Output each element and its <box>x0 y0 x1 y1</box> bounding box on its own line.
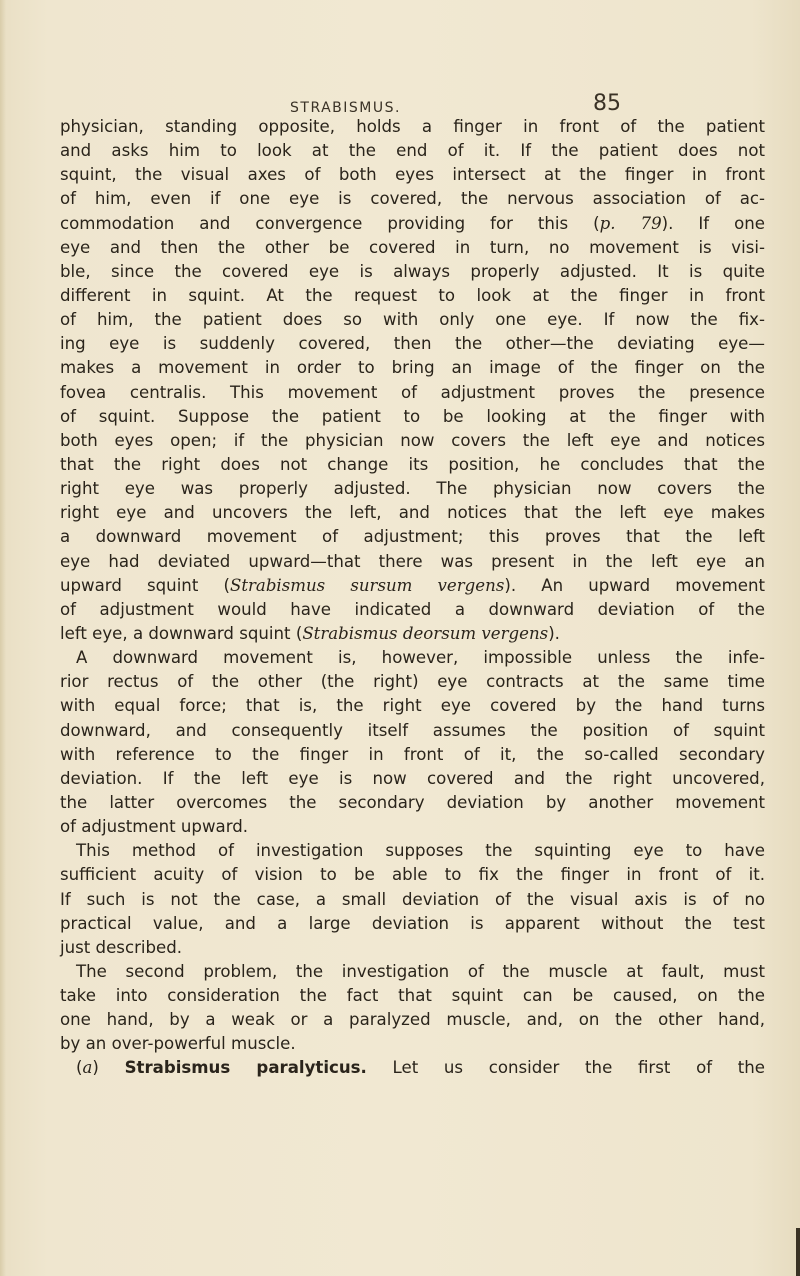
text-line: that the right does not change its position, he concludes that the <box>60 454 765 474</box>
text-run: ). An upward movement <box>504 575 765 595</box>
text-line: a downward movement of adjustment; this proves that the left <box>60 527 765 547</box>
text-line: of adjustment upward. <box>60 817 249 837</box>
text-line: deviation. If the left eye is now covered and the right uncovered, <box>60 768 765 788</box>
text-run: Let us consider the first of the <box>366 1058 765 1078</box>
text-run: ( <box>76 1058 83 1078</box>
page-edge-mark <box>796 1228 800 1276</box>
text-line: take into consideration the fact that squint can be caused, on the <box>60 986 765 1006</box>
text-line: squint, the visual axes of both eyes intersect at the finger in front <box>60 165 765 185</box>
text-line <box>60 212 765 236</box>
text-line: with reference to the finger in front of it, the so-called secondary <box>60 744 765 764</box>
text-line: of him, even if one eye is covered, the nervous association of ac- <box>60 189 765 209</box>
text-run: ). If one <box>661 213 765 233</box>
text-run: commodation and convergence providing for this ( <box>60 213 600 233</box>
text-line: A downward movement is, however, impossible unless the infe- <box>76 648 765 668</box>
text-line: This method of investigation supposes the squinting eye to have <box>76 841 765 861</box>
text-line: ble, since the covered eye is always properly adjusted. It is quite <box>60 261 765 281</box>
text-line: eye and then the other be covered in turn, no movement is visi- <box>60 237 765 257</box>
text-line <box>60 622 765 646</box>
text-line: both eyes open; if the physician now covers the left eye and notices <box>60 430 765 450</box>
italic-run: Strabismus deorsum vergens <box>302 623 549 643</box>
text-line: of adjustment would have indicated a downward deviation of the <box>60 599 765 619</box>
italic-run: Strabismus sursum vergens <box>229 575 505 595</box>
text-line: right eye was properly adjusted. The physician now covers the <box>60 479 765 499</box>
text-line: downward, and consequently itself assumes the position of squint <box>60 720 765 740</box>
text-line: one hand, by a weak or a paralyzed muscle, and, on the other hand, <box>60 1010 765 1030</box>
text-line: and asks him to look at the end of it. If the patient does not <box>60 141 765 161</box>
text-line: practical value, and a large deviation is apparent without the test <box>60 913 765 933</box>
italic-run: a <box>82 1058 93 1078</box>
italic-run: p. 79 <box>599 213 662 233</box>
text-line: just described. <box>60 937 183 957</box>
section-heading: Strabismus paralyticus. <box>124 1058 367 1078</box>
text-line: rior rectus of the other (the right) eye contracts at the same time <box>60 672 765 692</box>
text-line: ing eye is suddenly covered, then the other—the deviating eye— <box>60 334 765 354</box>
text-line: eye had deviated upward—that there was present in the left eye an <box>60 551 765 571</box>
text-line: physician, standing opposite, holds a finger in front of the patient <box>60 117 765 136</box>
text-line: makes a movement in order to bring an image of the finger on the <box>60 358 765 378</box>
running-title: STRABISMUS. <box>290 100 401 116</box>
text-line: right eye and uncovers the left, and notices that the left eye makes <box>60 503 765 523</box>
text-run: ) <box>92 1058 99 1078</box>
text-line: the latter overcomes the secondary deviation by another movement <box>60 792 765 812</box>
text-line: of him, the patient does so with only one eye. If now the fix- <box>60 310 765 330</box>
text-line: different in squint. At the request to look at the finger in front <box>60 285 765 305</box>
text-run: left eye, a downward squint ( <box>60 623 303 643</box>
text-line: with equal force; that is, the right eye covered by the hand turns <box>60 696 765 716</box>
text-line <box>60 1056 765 1080</box>
page-gutter-shadow <box>0 0 6 1276</box>
text-line: of squint. Suppose the patient to be looking at the finger with <box>60 406 765 426</box>
text-line <box>60 574 765 598</box>
text-line: by an over-powerful muscle. <box>60 1034 296 1054</box>
text-line: The second problem, the investigation of the muscle at fault, must <box>76 961 765 981</box>
body-text <box>60 115 765 1081</box>
text-line: fovea centralis. This movement of adjustment proves the presence <box>60 382 765 402</box>
text-line: sufficient acuity of vision to be able to fix the finger in front of it. <box>60 865 765 885</box>
text-line: If such is not the case, a small deviation of the visual axis is of no <box>60 889 765 909</box>
page-number: 85 <box>593 91 621 116</box>
text-run: upward squint ( <box>60 575 230 595</box>
text-run: ). <box>548 623 560 643</box>
